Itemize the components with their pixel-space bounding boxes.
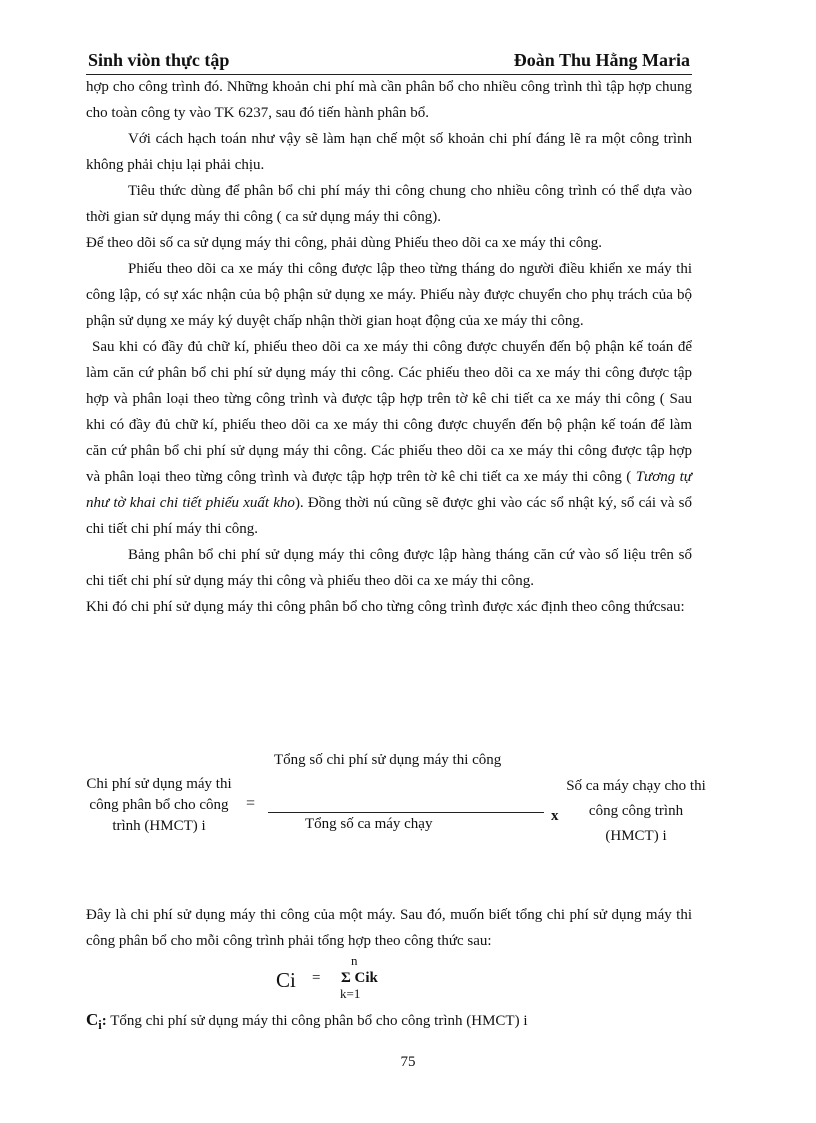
- paragraph-4: Để theo dõi số ca sử dụng máy thi công, phải dùng Phiếu theo dõi ca xe máy thi công.: [86, 235, 602, 251]
- paragraph-9: [86, 902, 692, 954]
- paragraph-1: hợp cho công trình đó. Những khoản chi phí mà cần phân bổ cho nhiều công trình thì tập hợp chung cho toàn công ty vào TK 6237, sau đó tiến hành phân bổ.: [86, 79, 692, 121]
- paragraph-8: Khi đó chi phí sử dụng máy thi công phân bổ cho từng công trình được xác định theo công thứcsau:: [86, 599, 685, 615]
- header-student-label: Sinh viòn thực tập: [88, 50, 230, 70]
- paragraph-6-tail: ). Đồng thời nú cũng sẽ được ghi vào các sổ nhật ký, sổ cái và sổ chi tiết chi phí máy thi công.: [86, 495, 692, 537]
- formula-times: x: [551, 808, 559, 824]
- ci-symbol: C: [86, 1010, 99, 1029]
- paragraph-6-main: Sau khi có đầy đủ chữ kí, phiếu theo dõi ca xe máy thi công được chuyển đến bộ phận kế toán để làm căn cứ phân bổ chi phí sử dụng máy thi công. Các phiếu theo dõi ca xe máy thi công được tập hợp và phân loại theo từng công trình và được tập hợp trên tờ kê chi tiết ca xe máy thi công ( Sau khi có đầy đủ chữ kí, phiếu theo dõi ca xe máy thi công được chuyển đến bộ phận kế toán để làm căn cứ phân bổ chi phí sử dụng máy thi công. Các phiếu theo dõi ca xe máy thi công được tập hợp và phân loại theo từng công trình và được tập hợp trên tờ kê chi tiết ca xe máy thi công (: [86, 339, 692, 485]
- sum-expression: Σ Cik: [341, 970, 378, 986]
- header-author-name: Đoàn Thu Hằng Maria: [513, 50, 690, 70]
- paragraph-9-text: Đây là chi phí sử dụng máy thi công của một máy. Sau đó, muốn biết tổng chi phí sử dụng máy thi công phân bổ cho mỗi công trình phải tổng hợp theo công thức sau:: [86, 907, 692, 949]
- formula-denominator: Tổng số ca máy chạy: [305, 816, 433, 832]
- page-header: [86, 48, 692, 75]
- paragraph-6: [86, 334, 692, 542]
- paragraph-3: Tiêu thức dùng để phân bổ chi phí máy thi công chung cho nhiều công trình có thể dựa vào thời gian sử dụng máy thi công ( ca sử dụng máy thi công).: [86, 183, 692, 225]
- formula-right-term: Số ca máy chạy cho thi công công trình (HMCT) i: [566, 778, 706, 844]
- ci-definition: [86, 1010, 528, 1033]
- ci-definition-text: Tổng chi phí sử dụng máy thi công phân bổ cho công trình (HMCT) i: [110, 1013, 528, 1029]
- sum-upper-limit: n: [351, 953, 358, 968]
- sum-formula-lhs: Ci: [276, 968, 296, 992]
- page-number: 75: [400, 1054, 416, 1070]
- ci-subscript: i: [98, 1018, 102, 1032]
- italic-reference: Tương tự như tờ khai chi tiết phiếu xuất kho: [86, 469, 692, 511]
- paragraph-7: Bảng phân bổ chi phí sử dụng máy thi công được lập hàng tháng căn cứ vào số liệu trên sổ chi tiết chi phí sử dụng máy thi công và phiếu theo dõi ca xe máy thi công.: [86, 547, 692, 589]
- paragraph-5: Phiếu theo dõi ca xe máy thi công được lập theo từng tháng do người điều khiển xe máy thi công lập, có sự xác nhận của bộ phận sử dụng xe máy. Phiếu này được chuyển cho phụ trách của bộ phận sử dụng xe máy ký duyệt chấp nhận thời gian hoạt động của xe máy thi công.: [86, 261, 692, 329]
- paragraph-2: Với cách hạch toán như vậy sẽ làm hạn chế một số khoản chi phí đáng lẽ ra một công trình không phải chịu lại phải chịu.: [86, 131, 692, 173]
- formula-left-term: Chi phí sử dụng máy thi công phân bổ cho công trình (HMCT) i: [86, 776, 232, 834]
- sum-lower-limit: k=1: [340, 986, 361, 1001]
- sum-formula-equals: =: [312, 970, 321, 986]
- body-text: [86, 74, 692, 620]
- ci-colon: :: [101, 1013, 107, 1029]
- formula-equals: =: [246, 795, 256, 812]
- fraction-line: [268, 812, 544, 813]
- formula-numerator: Tổng số chi phí sử dụng máy thi công: [274, 752, 502, 768]
